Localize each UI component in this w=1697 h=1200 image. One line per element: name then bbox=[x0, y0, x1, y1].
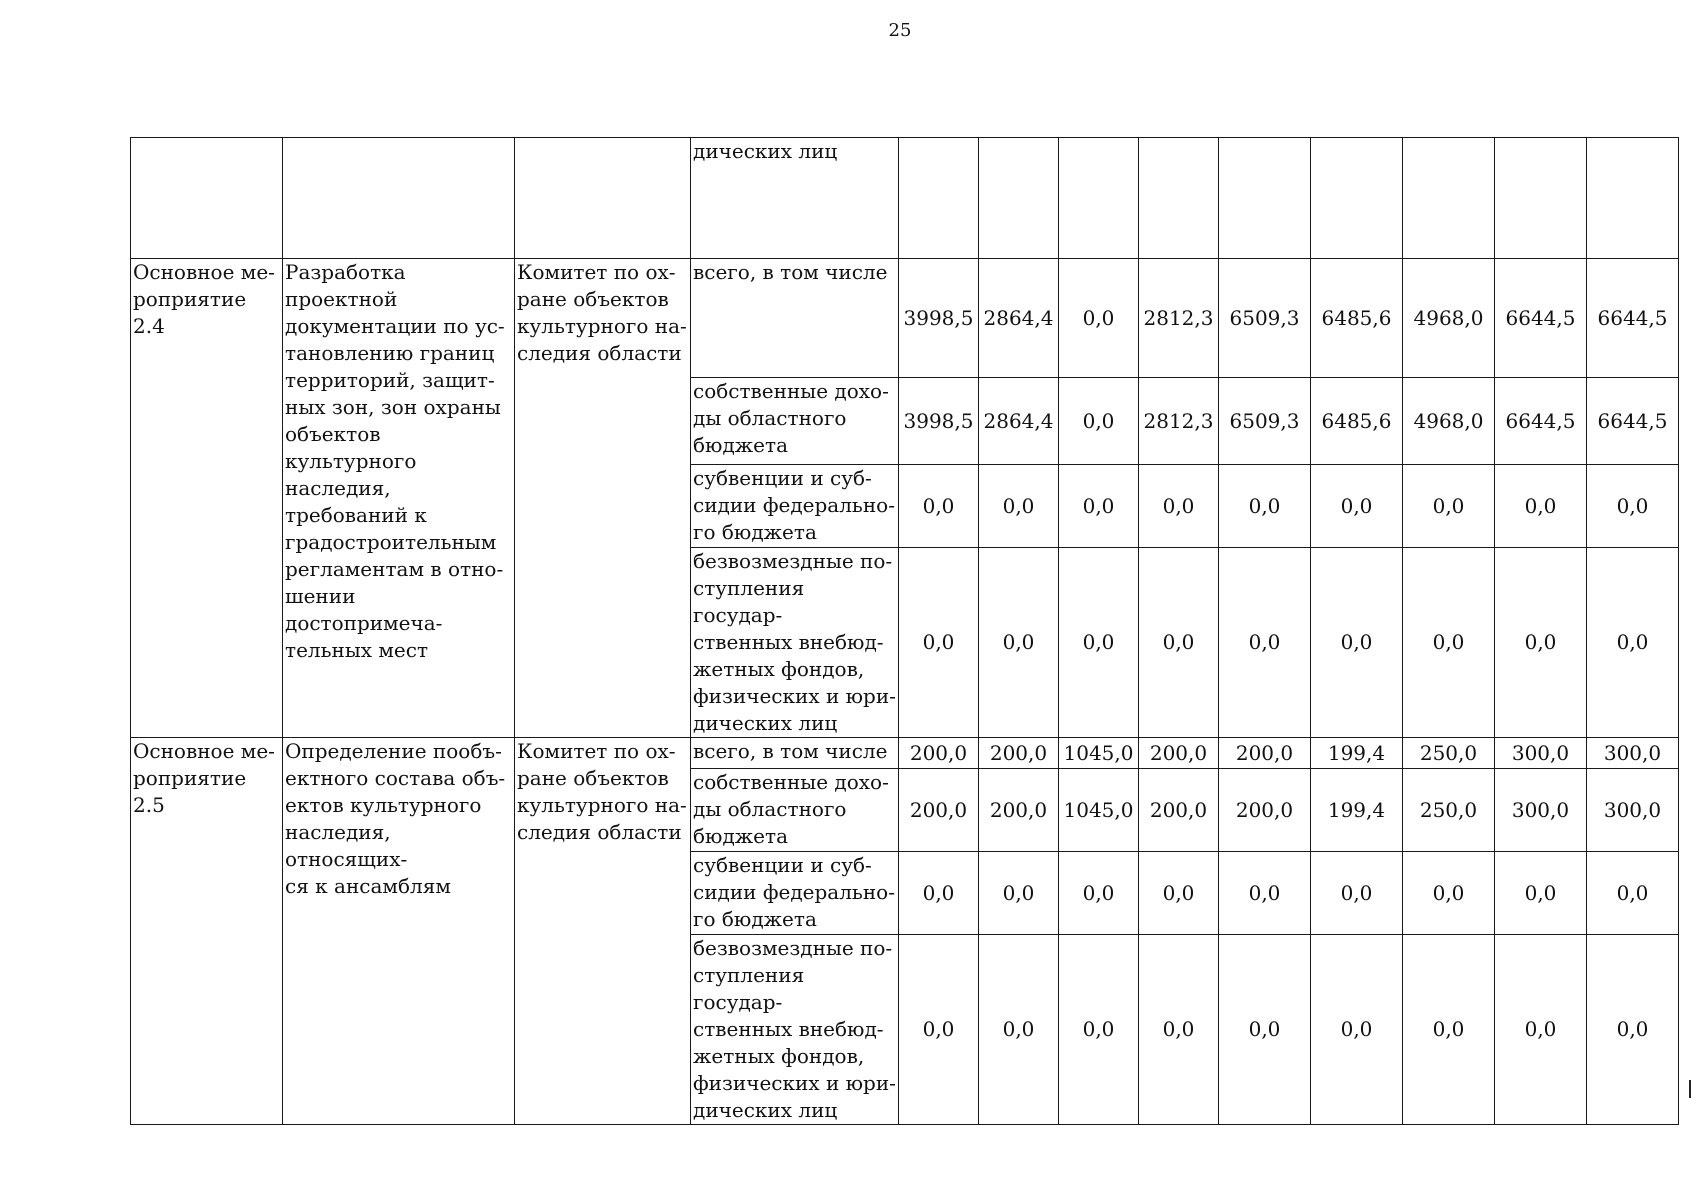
table-row bbox=[131, 259, 1679, 378]
value-cell: 0,0 bbox=[1139, 852, 1219, 935]
value-cell: 0,0 bbox=[1311, 465, 1403, 548]
value-cell: 2812,3 bbox=[1139, 378, 1219, 465]
empty-value-cell bbox=[1403, 138, 1495, 259]
value-cell: 2864,4 bbox=[979, 259, 1059, 378]
empty-value-cell bbox=[1059, 138, 1139, 259]
value-cell: 0,0 bbox=[979, 465, 1059, 548]
value-cell: 300,0 bbox=[1587, 769, 1679, 852]
value-cell: 300,0 bbox=[1495, 738, 1587, 769]
value-cell: 0,0 bbox=[1403, 852, 1495, 935]
value-cell: 0,0 bbox=[1059, 548, 1139, 738]
value-cell: 2864,4 bbox=[979, 378, 1059, 465]
value-cell: 0,0 bbox=[1219, 548, 1311, 738]
page-number: 25 bbox=[888, 20, 912, 41]
value-cell: 6509,3 bbox=[1219, 259, 1311, 378]
value-cell: 300,0 bbox=[1495, 769, 1587, 852]
value-cell: 0,0 bbox=[1219, 852, 1311, 935]
value-cell: 6509,3 bbox=[1219, 378, 1311, 465]
value-cell: 250,0 bbox=[1403, 738, 1495, 769]
value-cell: 0,0 bbox=[1311, 548, 1403, 738]
source-cell: безвозмездные по- ступления государ- ственных внебюд- жетных фондов, физических и юри- дических лиц bbox=[691, 935, 899, 1125]
value-cell: 200,0 bbox=[979, 738, 1059, 769]
value-cell: 0,0 bbox=[979, 852, 1059, 935]
value-cell: 0,0 bbox=[1495, 935, 1587, 1125]
value-cell: 6644,5 bbox=[1587, 378, 1679, 465]
value-cell: 0,0 bbox=[1059, 378, 1139, 465]
source-cell: всего, в том числе bbox=[691, 738, 899, 769]
source-cell: собственные дохо- ды областного бюджета bbox=[691, 769, 899, 852]
measures-body bbox=[131, 259, 1679, 1125]
value-cell: 0,0 bbox=[1587, 548, 1679, 738]
value-cell: 0,0 bbox=[1139, 935, 1219, 1125]
empty-value-cell bbox=[1495, 138, 1587, 259]
source-cell: безвозмездные по- ступления государ- ственных внебюд- жетных фондов, физических и юри- дических лиц bbox=[691, 548, 899, 738]
value-cell: 200,0 bbox=[979, 769, 1059, 852]
value-cell: 0,0 bbox=[1139, 465, 1219, 548]
empty-value-cell bbox=[1219, 138, 1311, 259]
empty-cell bbox=[283, 138, 515, 259]
value-cell: 0,0 bbox=[1495, 465, 1587, 548]
value-cell: 6485,6 bbox=[1311, 378, 1403, 465]
value-cell: 0,0 bbox=[1311, 852, 1403, 935]
value-cell: 0,0 bbox=[1219, 935, 1311, 1125]
empty-value-cell bbox=[1587, 138, 1679, 259]
value-cell: 0,0 bbox=[1139, 548, 1219, 738]
value-cell: 1045,0 bbox=[1059, 738, 1139, 769]
value-cell: 200,0 bbox=[899, 738, 979, 769]
value-cell: 4968,0 bbox=[1403, 378, 1495, 465]
value-cell: 0,0 bbox=[1059, 259, 1139, 378]
budget-table bbox=[130, 137, 1679, 1125]
executor-cell: Комитет по ох- ране объектов культурного на- следия области bbox=[515, 259, 691, 738]
value-cell: 300,0 bbox=[1587, 738, 1679, 769]
measure-label-cell: Основное ме- роприятие 2.5 bbox=[131, 738, 283, 1125]
measure-label-cell: Основное ме- роприятие 2.4 bbox=[131, 259, 283, 738]
empty-value-cell bbox=[979, 138, 1059, 259]
value-cell: 199,4 bbox=[1311, 769, 1403, 852]
value-cell: 0,0 bbox=[979, 935, 1059, 1125]
executor-cell: Комитет по ох- ране объектов культурного на- следия области bbox=[515, 738, 691, 1125]
scan-artifact bbox=[1689, 1080, 1691, 1098]
value-cell: 0,0 bbox=[1219, 465, 1311, 548]
value-cell: 200,0 bbox=[1139, 769, 1219, 852]
value-cell: 6644,5 bbox=[1495, 259, 1587, 378]
value-cell: 0,0 bbox=[899, 548, 979, 738]
value-cell: 200,0 bbox=[1139, 738, 1219, 769]
source-cell: всего, в том числе bbox=[691, 259, 899, 378]
value-cell: 4968,0 bbox=[1403, 259, 1495, 378]
measure-name-cell: Разработка проектной документации по ус- тановлению границ территорий, защит- ных зон, зон охраны объектов культурного наследия, требований к градостроительным регламентам в отно- шении достопримеча- тельных мест bbox=[283, 259, 515, 738]
value-cell: 0,0 bbox=[1059, 465, 1139, 548]
empty-value-cell bbox=[1139, 138, 1219, 259]
value-cell: 200,0 bbox=[1219, 738, 1311, 769]
empty-value-cell bbox=[1311, 138, 1403, 259]
value-cell: 0,0 bbox=[1059, 935, 1139, 1125]
value-cell: 0,0 bbox=[1587, 465, 1679, 548]
value-cell: 1045,0 bbox=[1059, 769, 1139, 852]
value-cell: 0,0 bbox=[979, 548, 1059, 738]
value-cell: 250,0 bbox=[1403, 769, 1495, 852]
empty-cell bbox=[515, 138, 691, 259]
source-cell: дических лиц bbox=[691, 138, 899, 259]
table-row bbox=[131, 738, 1679, 769]
continuation-row bbox=[131, 138, 1679, 259]
value-cell: 0,0 bbox=[1311, 935, 1403, 1125]
value-cell: 6644,5 bbox=[1495, 378, 1587, 465]
value-cell: 200,0 bbox=[899, 769, 979, 852]
value-cell: 0,0 bbox=[1403, 465, 1495, 548]
value-cell: 0,0 bbox=[1495, 852, 1587, 935]
value-cell: 0,0 bbox=[1587, 852, 1679, 935]
value-cell: 199,4 bbox=[1311, 738, 1403, 769]
measure-name-cell: Определение пообъ- ектного состава объ- ектов культурного наследия, относящих- ся к ансамблям bbox=[283, 738, 515, 1125]
value-cell: 3998,5 bbox=[899, 259, 979, 378]
value-cell: 2812,3 bbox=[1139, 259, 1219, 378]
value-cell: 3998,5 bbox=[899, 378, 979, 465]
empty-cell bbox=[131, 138, 283, 259]
value-cell: 0,0 bbox=[899, 935, 979, 1125]
source-cell: субвенции и суб- сидии федерально- го бюджета bbox=[691, 465, 899, 548]
value-cell: 0,0 bbox=[1495, 548, 1587, 738]
value-cell: 0,0 bbox=[1403, 935, 1495, 1125]
empty-value-cell bbox=[899, 138, 979, 259]
value-cell: 6644,5 bbox=[1587, 259, 1679, 378]
value-cell: 0,0 bbox=[1059, 852, 1139, 935]
value-cell: 0,0 bbox=[899, 852, 979, 935]
value-cell: 6485,6 bbox=[1311, 259, 1403, 378]
source-cell: субвенции и суб- сидии федерально- го бюджета bbox=[691, 852, 899, 935]
value-cell: 0,0 bbox=[1403, 548, 1495, 738]
value-cell: 0,0 bbox=[899, 465, 979, 548]
source-cell: собственные дохо- ды областного бюджета bbox=[691, 378, 899, 465]
value-cell: 0,0 bbox=[1587, 935, 1679, 1125]
value-cell: 200,0 bbox=[1219, 769, 1311, 852]
